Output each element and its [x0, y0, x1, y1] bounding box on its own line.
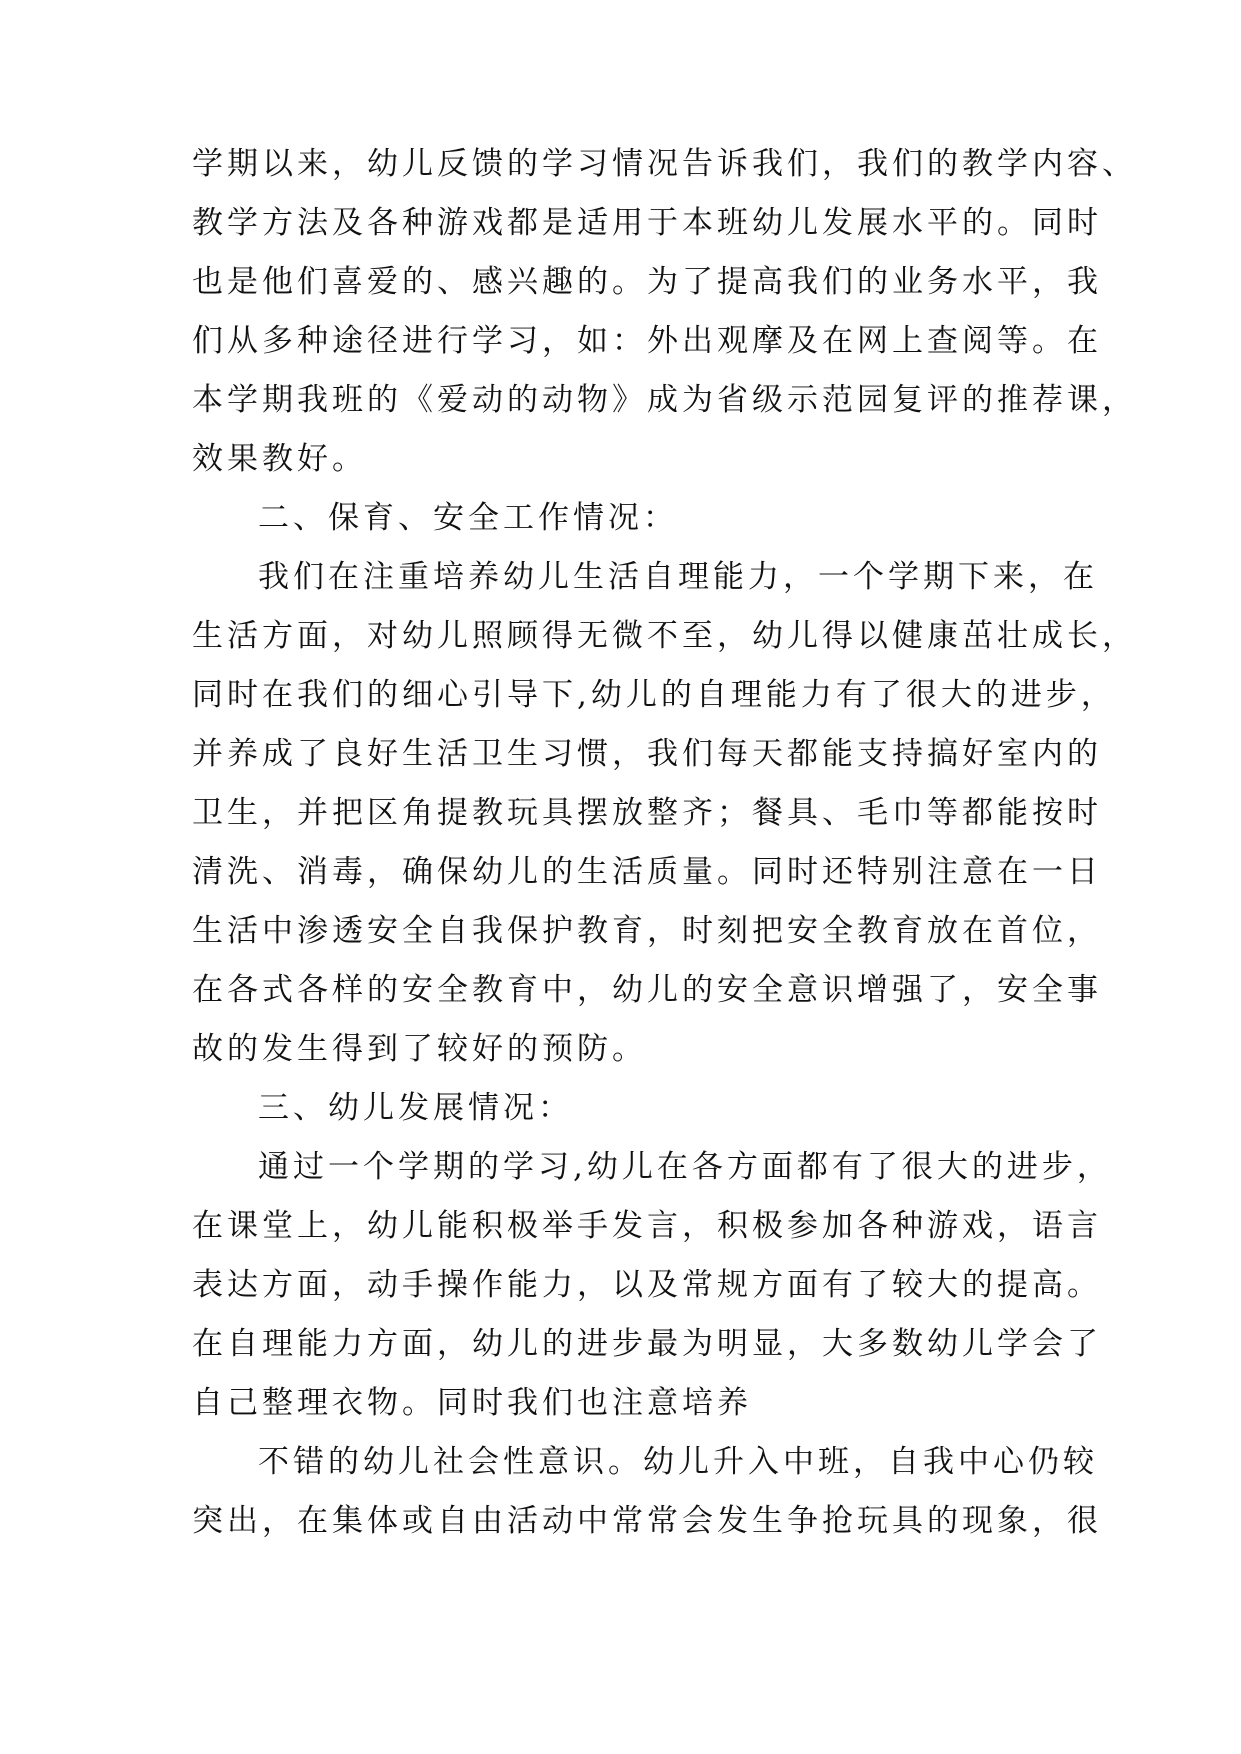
paragraph-line: 卫生，并把区角提教玩具摆放整齐；餐具、毛巾等都能按时: [192, 795, 1102, 831]
section-heading-childcare-safety: 二、保育、安全工作情况：: [258, 500, 678, 536]
paragraph-line: 教学方法及各种游戏都是适用于本班幼儿发展水平的。同时: [192, 205, 1102, 241]
paragraph-line: 通过一个学期的学习,幼儿在各方面都有了很大的进步，: [258, 1149, 1112, 1185]
paragraph-line: 表达方面，动手操作能力，以及常规方面有了较大的提高。: [192, 1267, 1102, 1303]
document-body: [192, 135, 1137, 1551]
paragraph-line: 也是他们喜爱的、感兴趣的。为了提高我们的业务水平，我: [192, 264, 1102, 300]
paragraph-line: 学期以来，幼儿反馈的学习情况告诉我们，我们的教学内容、: [192, 146, 1137, 182]
paragraph-line: 同时在我们的细心引导下,幼儿的自理能力有了很大的进步，: [192, 677, 1116, 713]
paragraph-line: 我们在注重培养幼儿生活自理能力，一个学期下来，在: [258, 559, 1098, 595]
paragraph-line: 清洗、消毒，确保幼儿的生活质量。同时还特别注意在一日: [192, 854, 1102, 890]
paragraph-line: 生活中渗透安全自我保护教育，时刻把安全教育放在首位，: [192, 913, 1102, 949]
paragraph-line: 生活方面，对幼儿照顾得无微不至，幼儿得以健康茁壮成长，: [192, 618, 1137, 654]
paragraph-line: 本学期我班的《爱动的动物》成为省级示范园复评的推荐课，: [192, 382, 1137, 418]
paragraph-line: 在课堂上，幼儿能积极举手发言，积极参加各种游戏，语言: [192, 1208, 1102, 1244]
paragraph-line: 们从多种途径进行学习，如：外出观摩及在网上查阅等。在: [192, 323, 1102, 359]
section-heading-child-development: 三、幼儿发展情况：: [258, 1090, 573, 1126]
paragraph-line: 突出，在集体或自由活动中常常会发生争抢玩具的现象，很: [192, 1503, 1102, 1539]
paragraph-line: 在各式各样的安全教育中，幼儿的安全意识增强了，安全事: [192, 972, 1102, 1008]
paragraph-line: 自己整理衣物。同时我们也注意培养: [192, 1385, 752, 1421]
paragraph-line: 故的发生得到了较好的预防。: [192, 1031, 647, 1067]
paragraph-line: 效果教好。: [192, 441, 367, 477]
paragraph-line: 在自理能力方面，幼儿的进步最为明显，大多数幼儿学会了: [192, 1326, 1102, 1362]
paragraph-line: 不错的幼儿社会性意识。幼儿升入中班，自我中心仍较: [258, 1444, 1098, 1480]
paragraph-line: 并养成了良好生活卫生习惯，我们每天都能支持搞好室内的: [192, 736, 1102, 772]
